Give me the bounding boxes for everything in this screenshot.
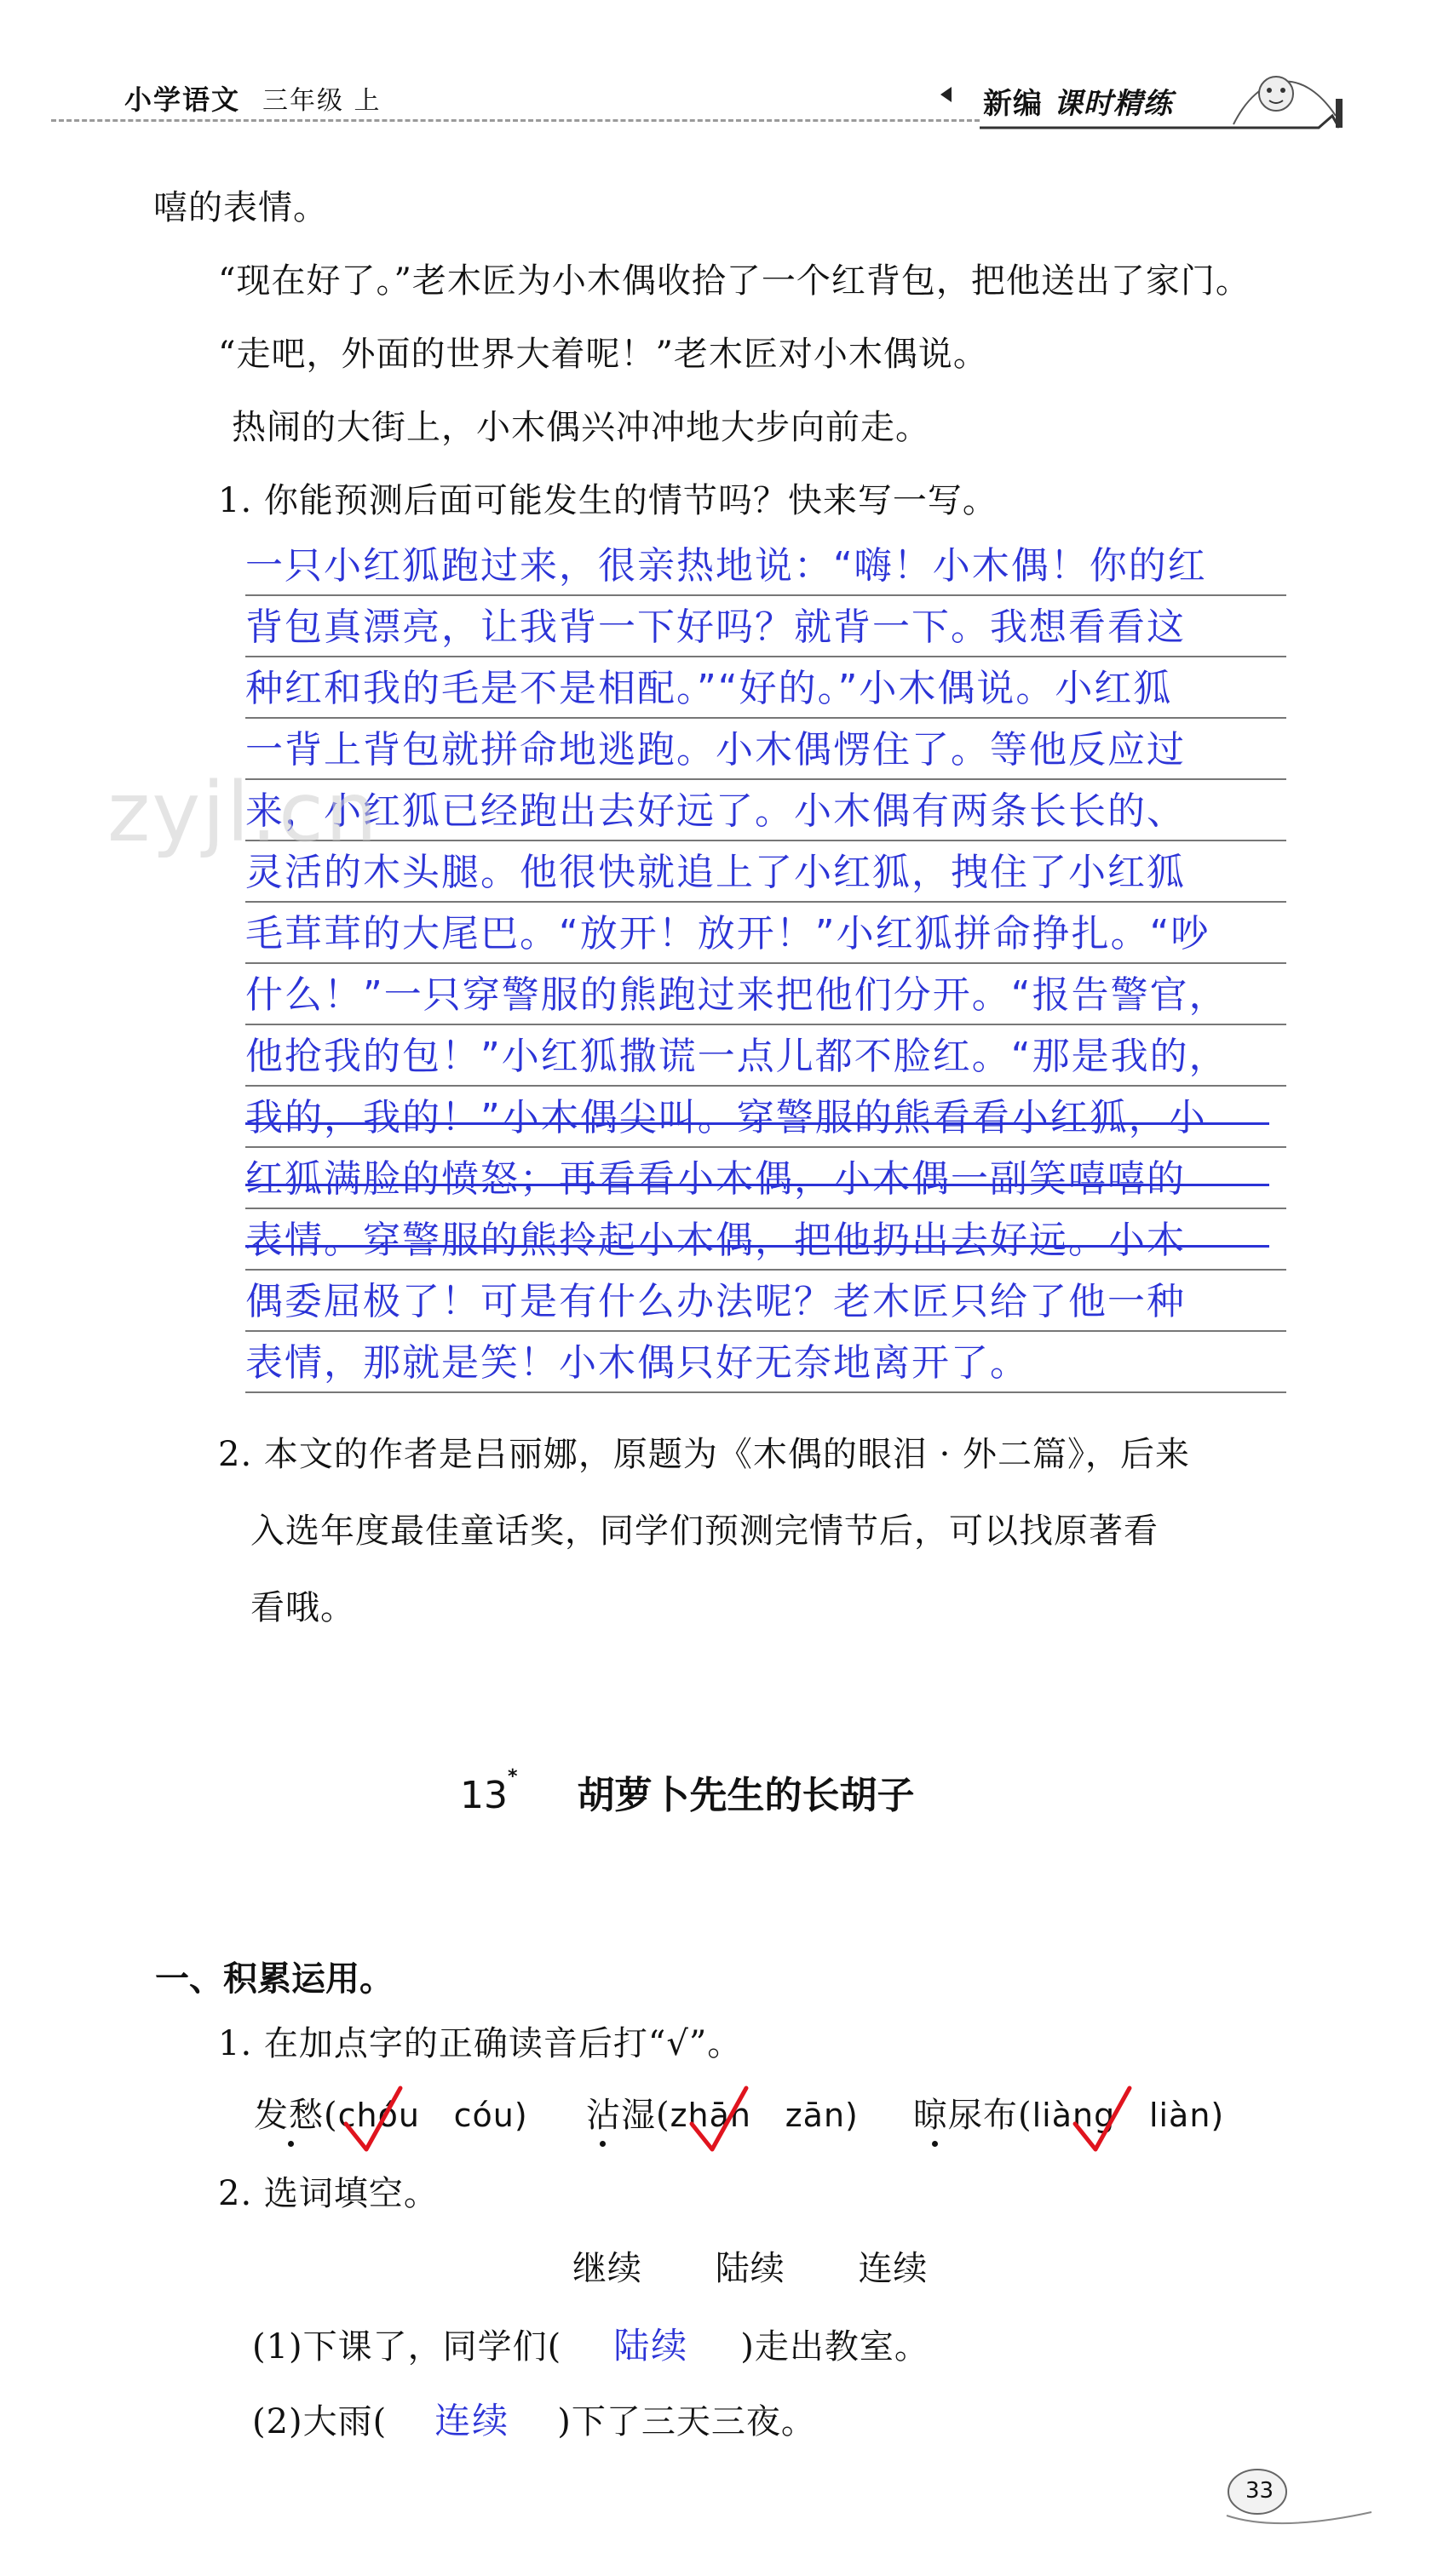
word-choice: 陆续 xyxy=(715,2249,785,2288)
check-mark-icon xyxy=(341,2083,409,2160)
fill-suffix: )走出教室。 xyxy=(740,2327,929,2367)
emphasis-dot xyxy=(932,2141,938,2147)
emphasis-dot xyxy=(288,2141,294,2147)
fill-prefix: (1)下课了，同学们( xyxy=(252,2327,562,2367)
pinyin-option: zān) xyxy=(785,2097,859,2134)
answer-line: 一背上背包就拼命地逃跑。小木偶愣住了。等他反应过 xyxy=(245,728,1186,772)
word: 晾尿布( xyxy=(913,2096,1032,2135)
word-bank xyxy=(572,2250,928,2287)
page-number-decoration-icon xyxy=(1176,2466,1380,2534)
answer-line: 表情，那就是笑！小木偶只好无奈地离开了。 xyxy=(245,1341,1029,1385)
header-divider xyxy=(51,119,980,122)
story-line: 热闹的大街上，小木偶兴冲冲地大步向前走。 xyxy=(232,408,930,447)
header-subject: 小学语文 xyxy=(124,83,241,116)
story-line: “走吧，外面的世界大着呢！”老木匠对小木偶说。 xyxy=(218,335,988,374)
answer-line: 种红和我的毛是不是相配。”“好的。”小木偶说。小红狐 xyxy=(245,667,1173,710)
pinyin-option: zhān xyxy=(670,2097,752,2134)
answer-ruled-line xyxy=(245,840,1286,841)
answer-line: 表情。穿警服的熊拎起小木偶，把他扔出去好远。小木 xyxy=(245,1219,1186,1262)
answer-line: 背包真漂亮，让我背一下好吗？就背一下。我想看看这 xyxy=(245,605,1186,649)
answer-ruled-line xyxy=(245,717,1286,719)
fill-prefix: (2)大雨( xyxy=(252,2402,388,2441)
fill-suffix: )下了三天三夜。 xyxy=(557,2402,816,2441)
page-number: 33 xyxy=(1245,2478,1274,2504)
answer-ruled-line xyxy=(245,656,1286,657)
word-choice: 连续 xyxy=(858,2249,929,2288)
answer-line: 我的，我的！”小木偶尖叫。穿警服的熊看看小红狐，小 xyxy=(245,1096,1207,1139)
word-choice xyxy=(913,2097,1224,2134)
answer-ruled-line xyxy=(245,1330,1286,1332)
answer-ruled-line xyxy=(245,1391,1286,1393)
answer-line: 一只小红狐跑过来，很亲热地说：“嗨！小木偶！你的红 xyxy=(245,544,1207,588)
check-mark-icon xyxy=(1070,2083,1138,2160)
check-mark-icon xyxy=(687,2083,755,2160)
answer-ruled-line xyxy=(245,1269,1286,1271)
answer-ruled-line xyxy=(245,1146,1286,1148)
answer-line: 灵活的木头腿。他很快就追上了小红狐，拽住了小红狐 xyxy=(245,851,1186,894)
answer-ruled-line xyxy=(245,1085,1286,1087)
fill-answer: 陆续 xyxy=(613,2325,689,2367)
answer-line: 他抢我的包！”小红狐撒谎一点儿都不脸红。“那是我的， xyxy=(245,1035,1228,1078)
question-2-line: 入选年度最佳童话奖，同学们预测完情节后，可以找原著看 xyxy=(250,1512,1159,1551)
fill-item-2 xyxy=(252,2400,816,2442)
brand-logo xyxy=(978,65,1344,133)
answer-line: 毛茸茸的大尾巴。“放开！放开！”小红狐拼命挣扎。“吵 xyxy=(245,912,1210,955)
lesson-number: 13 xyxy=(460,1774,508,1817)
fill-answer: 连续 xyxy=(434,2400,510,2441)
pinyin-option: chóu xyxy=(337,2097,420,2134)
section-heading: 一、积累运用。 xyxy=(155,1959,394,1999)
answer-ruled-line xyxy=(245,1024,1286,1025)
item-1-prompt: 1. 在加点字的正确读音后打“√”。 xyxy=(218,2024,743,2063)
word: 沾湿( xyxy=(586,2096,670,2135)
answer-ruled-line xyxy=(245,778,1286,780)
answer-ruled-line xyxy=(245,901,1286,903)
word-choice: 继续 xyxy=(572,2249,642,2288)
brand-series: 课时精练 xyxy=(1053,87,1173,121)
fill-item-1 xyxy=(252,2325,929,2367)
pinyin-option: liàng xyxy=(1032,2097,1116,2134)
lesson-title-text: 胡萝卜先生的长胡子 xyxy=(577,1774,915,1817)
lesson-star: * xyxy=(508,1766,518,1787)
question-2-line: 2. 本文的作者是吕丽娜，原题为《木偶的眼泪 · 外二篇》，后来 xyxy=(218,1435,1191,1474)
lesson-title xyxy=(460,1764,915,1819)
pinyin-option: cóu) xyxy=(453,2097,528,2134)
brand-prefix: 新编 xyxy=(983,87,1043,121)
question-1-prompt: 1. 你能预测后面可能发生的情节吗？快来写一写。 xyxy=(218,481,998,520)
answer-ruled-line xyxy=(245,1208,1286,1209)
answer-line: 来，小红狐已经跑出去好远了。小木偶有两条长长的、 xyxy=(245,789,1186,833)
story-line: “现在好了。”老木匠为小木偶收拾了一个红背包，把他送出了家门。 xyxy=(218,261,1251,301)
brand-name xyxy=(983,80,1173,122)
watermark: zyjl.cn xyxy=(107,765,379,860)
answer-ruled-line xyxy=(245,962,1286,964)
pinyin-option: liàn) xyxy=(1148,2097,1225,2134)
word: 发愁( xyxy=(254,2096,338,2135)
answer-line: 什么！”一只穿警服的熊跑过来把他们分开。“报告警官， xyxy=(245,973,1228,1017)
story-line: 嘻的表情。 xyxy=(153,188,328,227)
item-2-prompt: 2. 选词填空。 xyxy=(218,2174,439,2213)
question-2-line: 看哦。 xyxy=(250,1588,355,1627)
header-arrow-icon xyxy=(940,87,952,102)
emphasis-dot xyxy=(600,2141,606,2147)
answer-line: 偶委屈极了！可是有什么办法呢？老木匠只给了他一种 xyxy=(245,1280,1186,1323)
answer-line: 红狐满脸的愤怒；再看看小木偶，小木偶一副笑嘻嘻的 xyxy=(245,1157,1186,1201)
header-title xyxy=(124,78,382,118)
header-grade: 三年级 上 xyxy=(262,86,382,116)
answer-ruled-line xyxy=(245,594,1286,596)
